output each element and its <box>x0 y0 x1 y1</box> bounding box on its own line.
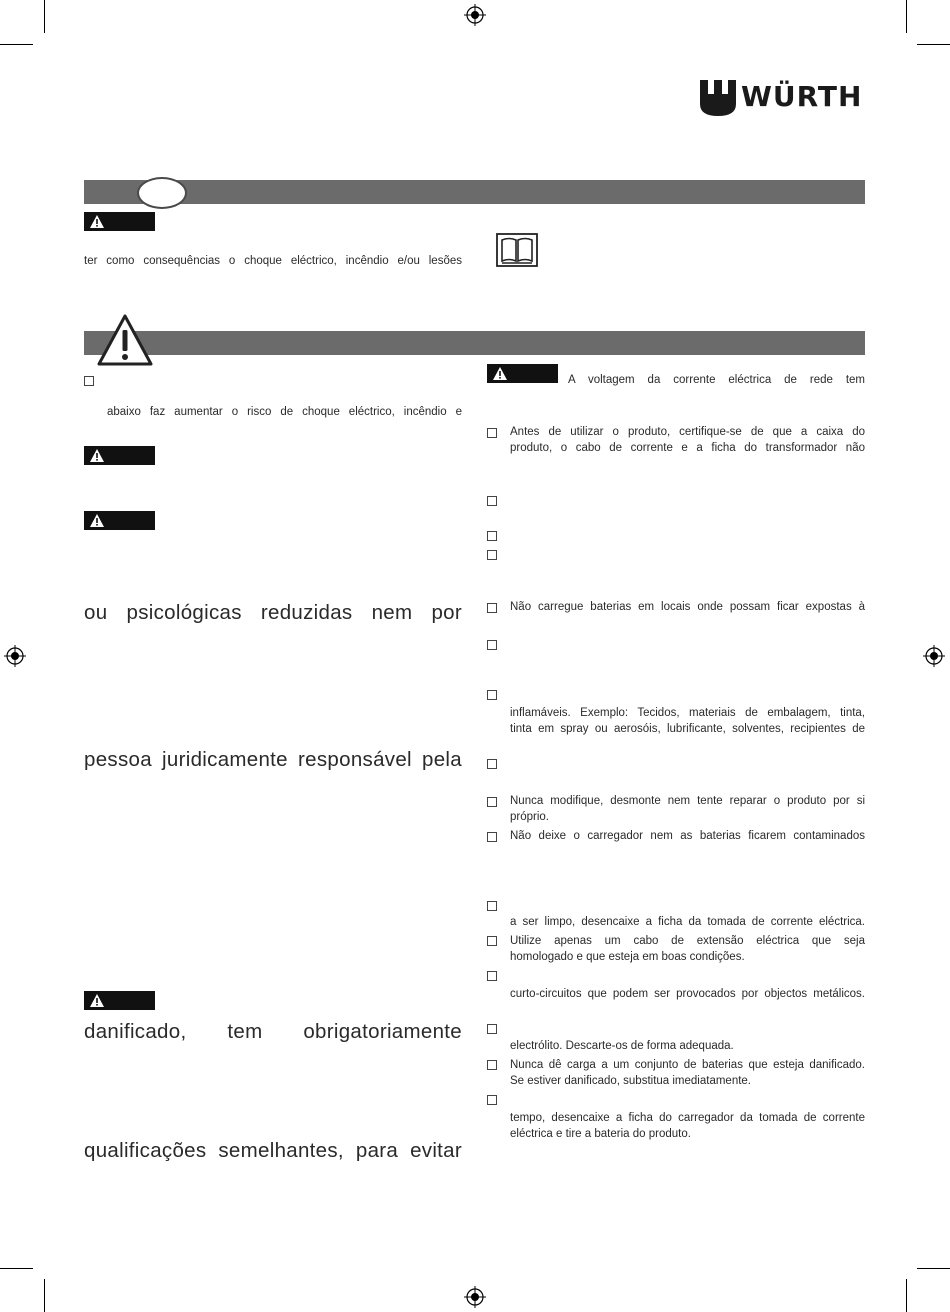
warning-badge <box>84 446 155 465</box>
bullet-checkbox <box>487 640 497 650</box>
bullet-checkbox <box>487 496 497 506</box>
crop-mark <box>0 44 33 45</box>
bullet-checkbox <box>487 1024 497 1034</box>
registration-mark-icon <box>464 4 486 26</box>
list-item-text: Nunca modifique, desmonte nem tente reparar o produto por si <box>510 795 865 807</box>
list-item-text: produto, o cabo de corrente e a ficha do transformador não <box>510 442 865 454</box>
manual-book-icon <box>496 233 538 267</box>
bullet-checkbox <box>487 1095 497 1105</box>
list-item-text: Se estiver danificado, substitua imediatamente. <box>510 1075 751 1087</box>
crop-mark <box>44 0 45 33</box>
registration-mark-icon <box>923 645 945 667</box>
list-item-text: próprio. <box>510 811 549 823</box>
list-item-text: Nunca dê carga a um conjunto de baterias que esteja danificado. <box>510 1059 865 1071</box>
large-text-line: ou psicológicas reduzidas nem por <box>84 601 462 624</box>
crop-mark <box>44 1279 45 1312</box>
list-item-text: tempo, desencaixe a ficha do carregador da tomada de corrente <box>510 1112 865 1124</box>
warning-icon <box>89 993 105 1008</box>
bullet-checkbox <box>84 376 94 386</box>
warning-icon <box>89 448 105 463</box>
large-text-line: pessoa juridicamente responsável pela <box>84 748 462 771</box>
warning-badge <box>84 511 155 530</box>
brand-name: WÜRTH <box>741 80 863 113</box>
warning-badge <box>487 364 558 383</box>
bullet-checkbox <box>487 832 497 842</box>
bullet-checkbox <box>487 1060 497 1070</box>
list-item-text: Utilize apenas um cabo de extensão eléctrica que seja <box>510 935 865 947</box>
crop-mark <box>0 1268 33 1269</box>
crop-mark <box>917 1268 950 1269</box>
bullet-checkbox <box>487 428 497 438</box>
crop-mark <box>917 44 950 45</box>
large-text-line: qualificações semelhantes, para evitar <box>84 1139 462 1162</box>
list-item-text: curto-circuitos que podem ser provocados por objectos metálicos. <box>510 988 865 1000</box>
section-header-bar <box>84 331 865 355</box>
section-header-bar <box>84 180 865 204</box>
bullet-checkbox <box>487 690 497 700</box>
bullet-checkbox <box>487 759 497 769</box>
bullet-checkbox <box>487 531 497 541</box>
bullet-checkbox <box>487 971 497 981</box>
bullet-checkbox <box>487 936 497 946</box>
warning-icon <box>492 366 508 381</box>
warning-badge <box>84 212 155 231</box>
wurth-logo-icon <box>700 80 736 116</box>
left-risk-line: abaixo faz aumentar o risco de choque eléctrico, incêndio e <box>107 406 462 418</box>
list-item-text: homologado e que esteja em boas condições. <box>510 951 745 963</box>
list-item-text: Não carregue baterias em locais onde possam ficar expostas à <box>510 601 865 613</box>
crop-mark <box>906 0 907 33</box>
warning-icon <box>89 513 105 528</box>
bullet-checkbox <box>487 550 497 560</box>
list-item-text: Não deixe o carregador nem as baterias ficarem contaminados <box>510 830 865 842</box>
bullet-checkbox <box>487 603 497 613</box>
list-item-text: a ser limpo, desencaixe a ficha da tomada de corrente eléctrica. <box>510 916 865 928</box>
registration-mark-icon <box>464 1286 486 1308</box>
crop-mark <box>906 1279 907 1312</box>
bullet-checkbox <box>487 901 497 911</box>
bullet-checkbox <box>487 797 497 807</box>
warning-icon <box>89 214 105 229</box>
list-item-text: eléctrica e tire a bateria do produto. <box>510 1128 691 1140</box>
language-oval <box>137 177 187 209</box>
voltage-line: A voltagem da corrente eléctrica de rede tem <box>568 374 865 386</box>
list-item-text: tinta em spray ou aerosóis, lubrificante, solventes, recipientes de <box>510 723 865 735</box>
large-text-line: danificado, tem obrigatoriamente <box>84 1020 462 1043</box>
warning-triangle-icon <box>96 313 154 367</box>
registration-mark-icon <box>4 645 26 667</box>
warning-badge <box>84 991 155 1010</box>
list-item-text: electrólito. Descarte-os de forma adequada. <box>510 1040 734 1052</box>
list-item-text: Antes de utilizar o produto, certifique-se de que a caixa do <box>510 426 865 438</box>
list-item-text: inflamáveis. Exemplo: Tecidos, materiais de embalagem, tinta, <box>510 707 865 719</box>
left-intro-line: ter como consequências o choque eléctrico, incêndio e/ou lesões <box>84 255 462 267</box>
